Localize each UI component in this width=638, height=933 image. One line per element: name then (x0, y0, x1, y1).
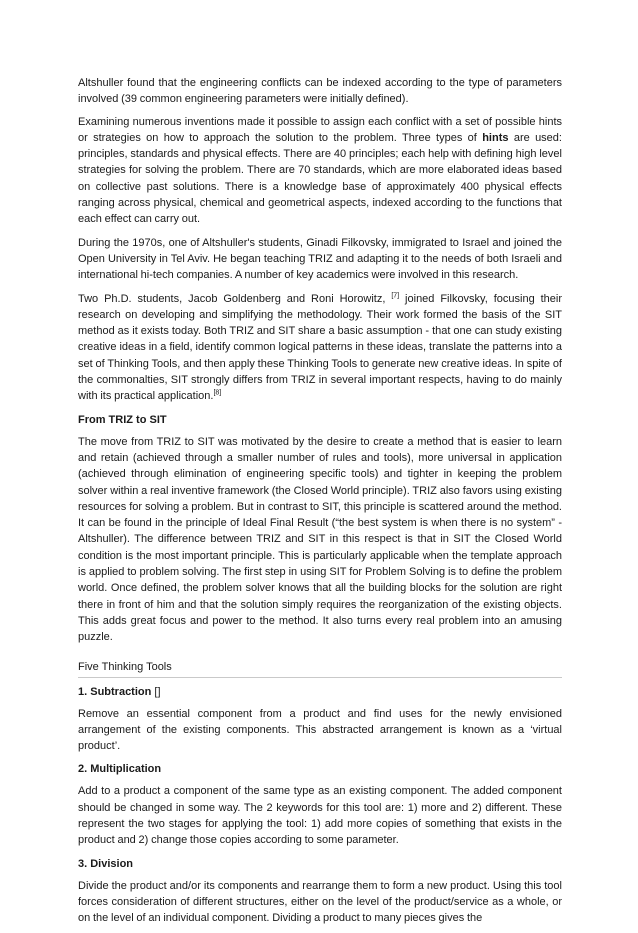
heading-from-triz-to-sit: From TRIZ to SIT (78, 413, 167, 426)
paragraph-sit-origins (78, 291, 562, 405)
reference-8[interactable]: [8] (213, 389, 222, 397)
paragraph-from-triz-to-sit: The move from TRIZ to SIT was motivated by the desire to create a method that is easier to learn and retain (achieved through a smaller number of rules and tools), more universal in application (achieved through elimination of engineering specific tools) and tighter in keeping the problem solver within a real inventive framework (the Closed World principle). TRIZ also favors using existing resources for solving a problem. But in contrast to SIT, this principle is scattered around the method. It can be found in the principle of Ideal Final Result (“the best system is when there is no system” - Altshuller). The difference between TRIZ and SIT in this respect is that in SIT the Closed World condition is the most important principle. This is particularly applicable when the template approach is applied to problem solving. The first step in using SIT for Problem Solving is to define the problem world. Once defined, the problem solver knows that all the building blocks for the solution are right there in front of him and that the solution simply requires the reorganization of the existing objects. This adds great focus and power to the method. It also turns every real problem into an amusing puzzle. (78, 435, 562, 644)
paragraph-filkovsky: During the 1970s, one of Altshuller's students, Ginadi Filkovsky, immigrated to Israel and joined the Open University in Tel Aviv. He began teaching TRIZ and adapting it to the needs of both Israeli and international hi-tech companies. A number of key academics were involved in this research. (78, 236, 562, 282)
tool-body-subtraction: Remove an essential component from a product and find uses for the newly envisioned arrangement of the existing components. This abstracted arrangement is known as a ‘virtual product’. (78, 707, 562, 753)
tool-title-suffix: [] (151, 685, 161, 698)
document-body (78, 75, 562, 933)
tool-body-division: Divide the product and/or its components and rearrange them to form a new product. Using this tool forces consideration of different structures, either on the level of the product/service as a whole, or on the level of an individual component. Dividing a product to many pieces gives the (78, 879, 562, 925)
hints-text-before: Examining numerous inventions made it possible to assign each conflict with a set of possible hints or strategies on how to approach the solution to the problem. Three types of (78, 115, 562, 144)
sit-origins-text-before: Two Ph.D. students, Jacob Goldenberg and Roni Horowitz, (78, 292, 392, 305)
tool-title: 1. Subtraction (78, 685, 152, 698)
tool-heading-multiplication: 2. Multiplication (78, 763, 162, 776)
heading-five-thinking-tools: Five Thinking Tools (78, 660, 562, 678)
paragraph-engineering-conflicts: Altshuller found that the engineering conflicts can be indexed according to the type of parameters involved (39 common engineering parameters were initially defined). (78, 77, 562, 106)
sit-origins-text-after: joined Filkovsky, focusing their research on developing and simplifying the methodology. Their work formed the basis of the SIT method as it exists today. Both TRIZ and SIT share a basic assumption - that one can study existing creative ideas in a field, identify common logical patterns in these ideas, translate the patterns into a set of Thinking Tools, and then apply these Thinking Tools to generate new creative ideas. In spite of the commonalties, SIT strongly differs from TRIZ in several important respects, having to do mainly with its practical application. (78, 292, 563, 403)
paragraph-hints (78, 114, 562, 228)
reference-7[interactable]: [7] (391, 291, 400, 299)
tool-heading-division: 3. Division (78, 857, 134, 870)
hints-bold-term: hints (482, 131, 509, 144)
hints-text-after: are used: principles, standards and physical effects. There are 40 principles; each help with defining high level strategies for solving the problem. There are 70 standards, which are more elaborated ideas based on collective past solutions. There is a knowledge base of approximately 400 physical effects ranging across physical, chemical and geometrical aspects, indexed according to the functions that each effect can carry out. (78, 131, 562, 226)
tool-body-multiplication: Add to a product a component of the same type as an existing component. The added component should be changed in some way. The 2 keywords for this tool are: 1) more and 2) different. These represent the two stages for applying the tool: 1) add more copies of something that exists in the product and 2) change those copies according to some parameter. (78, 785, 562, 847)
tool-heading-subtraction (78, 684, 562, 700)
